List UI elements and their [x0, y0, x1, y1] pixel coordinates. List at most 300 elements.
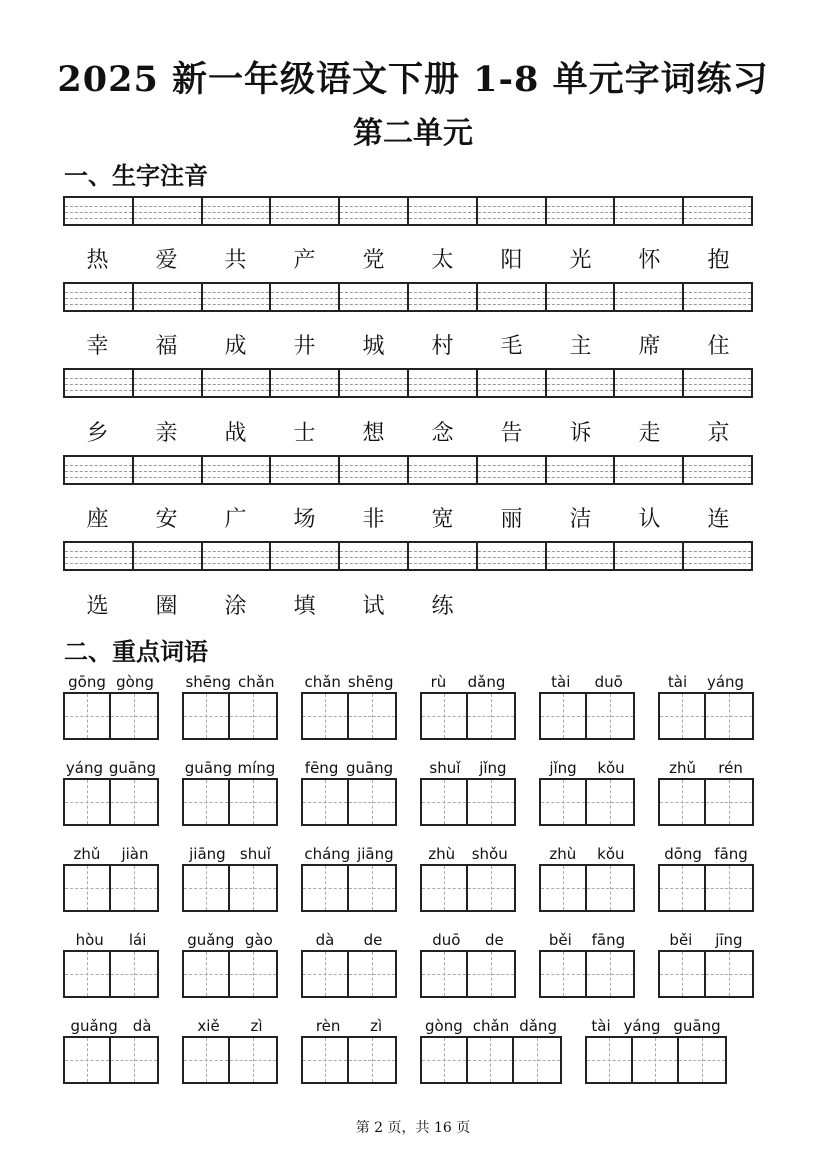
- character: 主: [569, 334, 592, 359]
- pinyin-cell[interactable]: [478, 457, 547, 483]
- character: 走: [638, 421, 661, 446]
- pinyin-cell[interactable]: [271, 457, 340, 483]
- pinyin-syllable: lái: [128, 931, 147, 949]
- pinyin-syllable: xiě: [197, 1017, 220, 1035]
- tianzige-box-group[interactable]: [420, 1036, 562, 1084]
- word-group: [658, 844, 754, 912]
- word-pinyin: [63, 844, 159, 864]
- word-pinyin: [420, 1016, 562, 1036]
- pinyin-cell[interactable]: [203, 457, 272, 483]
- tianzige-box-group[interactable]: [182, 692, 278, 740]
- pinyin-syllable: zì: [370, 1017, 383, 1035]
- tianzige-cell[interactable]: [541, 952, 587, 996]
- tianzige-cell[interactable]: [111, 694, 157, 738]
- word-pinyin: [420, 930, 516, 950]
- word-group: [182, 1016, 278, 1084]
- pinyin-cell[interactable]: [409, 198, 478, 224]
- character-row: [63, 243, 753, 274]
- tianzige-box-group[interactable]: [301, 950, 397, 998]
- word-pinyin: [63, 758, 159, 778]
- pinyin-cell[interactable]: [547, 543, 616, 569]
- word-group: [63, 1016, 159, 1084]
- character: 士: [293, 421, 316, 446]
- tianzige-cell[interactable]: [111, 866, 157, 910]
- tianzige-cell[interactable]: [349, 780, 395, 824]
- pinyin-cell[interactable]: [478, 198, 547, 224]
- pinyin-cell[interactable]: [340, 457, 409, 483]
- pinyin-cell[interactable]: [547, 284, 616, 310]
- tianzige-box-group[interactable]: [658, 950, 754, 998]
- tianzige-box-group[interactable]: [585, 1036, 727, 1084]
- pinyin-syllable: guǎng: [70, 1017, 118, 1035]
- pinyin-cell[interactable]: [134, 198, 203, 224]
- character: 告: [500, 421, 523, 446]
- section-heading-words: 二、重点词语: [64, 637, 208, 666]
- pinyin-cell[interactable]: [65, 370, 134, 396]
- pinyin-cell[interactable]: [203, 543, 272, 569]
- pinyin-cell[interactable]: [203, 370, 272, 396]
- word-group: [420, 1016, 562, 1084]
- tianzige-cell[interactable]: [468, 866, 514, 910]
- tianzige-cell[interactable]: [184, 694, 230, 738]
- character: 爱: [155, 248, 178, 273]
- pinyin-syllable: rén: [718, 759, 743, 777]
- pinyin-cell[interactable]: [615, 457, 684, 483]
- character: 座: [86, 507, 109, 532]
- word-pinyin: [420, 672, 516, 692]
- pinyin-cell[interactable]: [271, 198, 340, 224]
- tianzige-cell[interactable]: [349, 866, 395, 910]
- word-group: [420, 672, 516, 740]
- word-pinyin: [301, 930, 397, 950]
- pinyin-syllable: gào: [244, 931, 273, 949]
- pinyin-cell[interactable]: [65, 198, 134, 224]
- character: 井: [293, 334, 316, 359]
- section-heading-characters: 一、生字注音: [64, 161, 208, 190]
- pinyin-syllable: jiāng: [357, 845, 394, 863]
- pinyin-syllable: yáng: [65, 759, 104, 777]
- pinyin-cell[interactable]: [478, 284, 547, 310]
- pinyin-cell[interactable]: [684, 284, 751, 310]
- pinyin-cell[interactable]: [134, 457, 203, 483]
- pinyin-syllable: zhù: [549, 845, 577, 863]
- pinyin-cell[interactable]: [203, 284, 272, 310]
- tianzige-cell[interactable]: [514, 1038, 560, 1082]
- tianzige-cell[interactable]: [303, 1038, 349, 1082]
- character: 幸: [86, 334, 109, 359]
- word-group: [539, 930, 635, 998]
- word-pinyin: [658, 844, 754, 864]
- tianzige-cell[interactable]: [541, 694, 587, 738]
- character: 想: [362, 421, 385, 446]
- tianzige-box-group[interactable]: [182, 864, 278, 912]
- tianzige-box-group[interactable]: [539, 864, 635, 912]
- tianzige-cell[interactable]: [65, 1038, 111, 1082]
- word-group: [301, 1016, 397, 1084]
- pinyin-syllable: shēng: [347, 673, 394, 691]
- pinyin-cell[interactable]: [684, 457, 751, 483]
- character: 京: [707, 421, 730, 446]
- word-pinyin: [63, 672, 159, 692]
- tianzige-box-group[interactable]: [63, 778, 159, 826]
- pinyin-cell[interactable]: [409, 457, 478, 483]
- character: 阳: [500, 248, 523, 273]
- word-group: [420, 758, 516, 826]
- pinyin-cell[interactable]: [340, 198, 409, 224]
- pinyin-cell[interactable]: [340, 284, 409, 310]
- character: 试: [362, 594, 385, 619]
- pinyin-syllable: rù: [430, 673, 447, 691]
- tianzige-cell[interactable]: [111, 780, 157, 824]
- word-pinyin: [301, 1016, 397, 1036]
- pinyin-cell[interactable]: [271, 543, 340, 569]
- word-group: [182, 844, 278, 912]
- pinyin-syllable: zhǔ: [73, 845, 101, 863]
- pinyin-syllable: fāng: [714, 845, 748, 863]
- word-group: [658, 672, 754, 740]
- tianzige-cell[interactable]: [587, 780, 633, 824]
- tianzige-cell[interactable]: [587, 866, 633, 910]
- tianzige-box-group[interactable]: [420, 692, 516, 740]
- pinyin-cell[interactable]: [615, 370, 684, 396]
- pinyin-writing-row[interactable]: [63, 455, 753, 485]
- character: 诉: [569, 421, 592, 446]
- pinyin-cell[interactable]: [65, 457, 134, 483]
- tianzige-cell[interactable]: [706, 694, 752, 738]
- pinyin-syllable: fāng: [591, 931, 626, 949]
- tianzige-cell[interactable]: [541, 780, 587, 824]
- tianzige-box-group[interactable]: [420, 778, 516, 826]
- tianzige-cell[interactable]: [706, 952, 752, 996]
- tianzige-cell[interactable]: [230, 1038, 276, 1082]
- tianzige-cell[interactable]: [422, 694, 468, 738]
- word-pinyin: [658, 672, 754, 692]
- character: 念: [431, 421, 454, 446]
- pinyin-syllable: dǎng: [467, 673, 506, 691]
- character: 毛: [500, 334, 523, 359]
- pinyin-syllable: jiāng: [189, 845, 226, 863]
- tianzige-box-group[interactable]: [539, 692, 635, 740]
- character: 选: [86, 594, 109, 619]
- tianzige-cell[interactable]: [587, 694, 633, 738]
- word-pinyin: [63, 1016, 159, 1036]
- pinyin-cell[interactable]: [684, 543, 751, 569]
- word-pinyin: [301, 758, 397, 778]
- pinyin-syllable: guāng: [184, 759, 232, 777]
- word-pinyin: [539, 758, 635, 778]
- tianzige-cell[interactable]: [660, 952, 706, 996]
- word-pinyin: [658, 930, 754, 950]
- pinyin-syllable: yáng: [706, 673, 745, 691]
- pinyin-cell[interactable]: [615, 543, 684, 569]
- tianzige-cell[interactable]: [660, 694, 706, 738]
- tianzige-box-group[interactable]: [182, 950, 278, 998]
- tianzige-box-group[interactable]: [301, 864, 397, 912]
- pinyin-syllable: duō: [594, 673, 623, 691]
- character: 连: [707, 507, 730, 532]
- word-pinyin: [182, 930, 278, 950]
- tianzige-box-group[interactable]: [63, 950, 159, 998]
- tianzige-cell[interactable]: [468, 780, 514, 824]
- pinyin-cell[interactable]: [547, 370, 616, 396]
- pinyin-syllable: shuǐ: [239, 845, 271, 863]
- pinyin-syllable: kǒu: [597, 845, 625, 863]
- tianzige-cell[interactable]: [303, 866, 349, 910]
- word-group: [658, 758, 754, 826]
- tianzige-box-group[interactable]: [63, 864, 159, 912]
- word-group: [182, 930, 278, 998]
- tianzige-cell[interactable]: [111, 952, 157, 996]
- word-group: [301, 930, 397, 998]
- pinyin-syllable: zhù: [428, 845, 456, 863]
- tianzige-cell[interactable]: [65, 694, 111, 738]
- word-pinyin: [182, 1016, 278, 1036]
- character-row: [63, 589, 753, 620]
- pinyin-writing-row[interactable]: [63, 196, 753, 226]
- tianzige-box-group[interactable]: [539, 950, 635, 998]
- pinyin-cell[interactable]: [271, 284, 340, 310]
- tianzige-cell[interactable]: [230, 780, 276, 824]
- character: 成: [224, 334, 247, 359]
- pinyin-syllable: tài: [591, 1017, 611, 1035]
- word-group: [182, 758, 278, 826]
- tianzige-cell[interactable]: [349, 694, 395, 738]
- pinyin-cell[interactable]: [65, 284, 134, 310]
- character: 光: [569, 248, 592, 273]
- tianzige-cell[interactable]: [111, 1038, 157, 1082]
- pinyin-syllable: běi: [669, 931, 693, 949]
- pinyin-syllable: guāng: [673, 1017, 721, 1035]
- tianzige-cell[interactable]: [468, 952, 514, 996]
- word-pinyin: [301, 672, 397, 692]
- character-row: [63, 329, 753, 360]
- word-group: [63, 758, 159, 826]
- pinyin-writing-row[interactable]: [63, 282, 753, 312]
- word-pinyin: [539, 930, 635, 950]
- character: 练: [431, 594, 454, 619]
- tianzige-cell[interactable]: [422, 866, 468, 910]
- pinyin-syllable: fēng: [304, 759, 339, 777]
- tianzige-cell[interactable]: [468, 694, 514, 738]
- tianzige-cell[interactable]: [303, 952, 349, 996]
- pinyin-syllable: shēng: [185, 673, 232, 691]
- character: 认: [638, 507, 661, 532]
- pinyin-cell[interactable]: [340, 370, 409, 396]
- pinyin-syllable: tài: [667, 673, 688, 691]
- tianzige-cell[interactable]: [184, 780, 230, 824]
- tianzige-box-group[interactable]: [182, 1036, 278, 1084]
- tianzige-cell[interactable]: [422, 1038, 468, 1082]
- pinyin-syllable: kǒu: [597, 759, 625, 777]
- pinyin-cell[interactable]: [134, 370, 203, 396]
- pinyin-cell[interactable]: [65, 543, 134, 569]
- tianzige-cell[interactable]: [422, 780, 468, 824]
- character: 圈: [155, 594, 178, 619]
- tianzige-box-group[interactable]: [182, 778, 278, 826]
- pinyin-syllable: rèn: [315, 1017, 341, 1035]
- tianzige-cell[interactable]: [679, 1038, 725, 1082]
- tianzige-cell[interactable]: [230, 866, 276, 910]
- word-pinyin: [301, 844, 397, 864]
- tianzige-cell[interactable]: [706, 866, 752, 910]
- word-pinyin: [539, 672, 635, 692]
- word-pinyin: [63, 930, 159, 950]
- word-group: [182, 672, 278, 740]
- pinyin-cell[interactable]: [409, 370, 478, 396]
- character: 福: [155, 334, 178, 359]
- character: 太: [431, 248, 454, 273]
- tianzige-cell[interactable]: [706, 780, 752, 824]
- pinyin-syllable: yáng: [623, 1017, 661, 1035]
- pinyin-syllable: dōng: [664, 845, 702, 863]
- character: 亲: [155, 421, 178, 446]
- pinyin-syllable: guāng: [108, 759, 157, 777]
- character: 村: [431, 334, 454, 359]
- pinyin-syllable: dǎng: [519, 1017, 557, 1035]
- character: 非: [362, 507, 385, 532]
- tianzige-cell[interactable]: [349, 952, 395, 996]
- character: 丽: [500, 507, 523, 532]
- pinyin-syllable: de: [484, 931, 504, 949]
- word-group: [301, 758, 397, 826]
- pinyin-syllable: chǎn: [304, 673, 341, 691]
- tianzige-cell[interactable]: [541, 866, 587, 910]
- pinyin-syllable: zhǔ: [669, 759, 697, 777]
- pinyin-cell[interactable]: [134, 543, 203, 569]
- character: 广: [224, 507, 247, 532]
- word-pinyin: [182, 758, 278, 778]
- tianzige-box-group[interactable]: [420, 864, 516, 912]
- pinyin-cell[interactable]: [203, 198, 272, 224]
- word-pinyin: [658, 758, 754, 778]
- character: 洁: [569, 507, 592, 532]
- pinyin-cell[interactable]: [134, 284, 203, 310]
- pinyin-cell[interactable]: [409, 543, 478, 569]
- tianzige-cell[interactable]: [468, 1038, 514, 1082]
- pinyin-syllable: tài: [551, 673, 571, 691]
- pinyin-syllable: jiàn: [121, 845, 149, 863]
- tianzige-cell[interactable]: [184, 1038, 230, 1082]
- character: 宽: [431, 507, 454, 532]
- tianzige-cell[interactable]: [349, 1038, 395, 1082]
- tianzige-box-group[interactable]: [63, 1036, 159, 1084]
- tianzige-cell[interactable]: [65, 866, 111, 910]
- tianzige-cell[interactable]: [633, 1038, 679, 1082]
- word-group: [420, 844, 516, 912]
- pinyin-cell[interactable]: [478, 543, 547, 569]
- character-row: [63, 416, 753, 447]
- tianzige-cell[interactable]: [587, 1038, 633, 1082]
- pinyin-syllable: míng: [237, 759, 276, 777]
- tianzige-box-group[interactable]: [658, 864, 754, 912]
- word-group: [585, 1016, 727, 1084]
- pinyin-cell[interactable]: [340, 543, 409, 569]
- tianzige-box-group[interactable]: [301, 778, 397, 826]
- tianzige-cell[interactable]: [587, 952, 633, 996]
- pinyin-cell[interactable]: [615, 284, 684, 310]
- pinyin-syllable: dà: [132, 1017, 152, 1035]
- pinyin-syllable: jǐng: [479, 759, 507, 777]
- tianzige-cell[interactable]: [230, 952, 276, 996]
- pinyin-writing-row[interactable]: [63, 541, 753, 571]
- character: 抱: [707, 248, 730, 273]
- pinyin-syllable: cháng: [304, 845, 351, 863]
- pinyin-cell[interactable]: [615, 198, 684, 224]
- pinyin-syllable: hòu: [75, 931, 104, 949]
- pinyin-syllable: shuǐ: [429, 759, 461, 777]
- character: 党: [362, 248, 385, 273]
- tianzige-box-group[interactable]: [420, 950, 516, 998]
- word-pinyin: [420, 844, 516, 864]
- word-group: [301, 844, 397, 912]
- tianzige-cell[interactable]: [660, 780, 706, 824]
- tianzige-box-group[interactable]: [658, 692, 754, 740]
- tianzige-box-group[interactable]: [658, 778, 754, 826]
- pinyin-syllable: gōng: [68, 673, 106, 691]
- pinyin-syllable: gòng: [116, 673, 154, 691]
- character: 城: [362, 334, 385, 359]
- pinyin-syllable: guāng: [345, 759, 394, 777]
- pinyin-cell[interactable]: [684, 198, 751, 224]
- tianzige-cell[interactable]: [65, 780, 111, 824]
- pinyin-syllable: chǎn: [472, 1017, 510, 1035]
- page-footer: 第 2 页，共 16 页: [355, 1120, 471, 1136]
- pinyin-syllable: dà: [315, 931, 335, 949]
- tianzige-cell[interactable]: [230, 694, 276, 738]
- tianzige-box-group[interactable]: [301, 1036, 397, 1084]
- character-row: [63, 502, 753, 533]
- tianzige-cell[interactable]: [422, 952, 468, 996]
- pinyin-syllable: duō: [432, 931, 461, 949]
- word-group: [539, 844, 635, 912]
- pinyin-syllable: shǒu: [471, 845, 508, 863]
- pinyin-syllable: jīng: [715, 931, 743, 949]
- pinyin-cell[interactable]: [547, 457, 616, 483]
- tianzige-cell[interactable]: [660, 866, 706, 910]
- tianzige-box-group[interactable]: [539, 778, 635, 826]
- character: 填: [293, 594, 316, 619]
- word-group: [63, 930, 159, 998]
- pinyin-cell[interactable]: [684, 370, 751, 396]
- word-group: [301, 672, 397, 740]
- word-group: [63, 844, 159, 912]
- pinyin-syllable: běi: [548, 931, 572, 949]
- pinyin-syllable: de: [363, 931, 383, 949]
- character: 热: [86, 248, 109, 273]
- word-pinyin: [182, 844, 278, 864]
- character: 涂: [224, 594, 247, 619]
- pinyin-syllable: chǎn: [238, 673, 275, 691]
- tianzige-box-group[interactable]: [301, 692, 397, 740]
- tianzige-box-group[interactable]: [63, 692, 159, 740]
- pinyin-writing-row[interactable]: [63, 368, 753, 398]
- word-pinyin: [182, 672, 278, 692]
- pinyin-cell[interactable]: [271, 370, 340, 396]
- pinyin-cell[interactable]: [478, 370, 547, 396]
- pinyin-cell[interactable]: [409, 284, 478, 310]
- word-group: [63, 672, 159, 740]
- pinyin-cell[interactable]: [547, 198, 616, 224]
- character: 乡: [86, 421, 109, 446]
- character: 席: [638, 334, 661, 359]
- tianzige-cell[interactable]: [303, 694, 349, 738]
- tianzige-cell[interactable]: [184, 952, 230, 996]
- tianzige-cell[interactable]: [65, 952, 111, 996]
- tianzige-cell[interactable]: [184, 866, 230, 910]
- tianzige-cell[interactable]: [303, 780, 349, 824]
- word-pinyin: [539, 844, 635, 864]
- character: 场: [293, 507, 316, 532]
